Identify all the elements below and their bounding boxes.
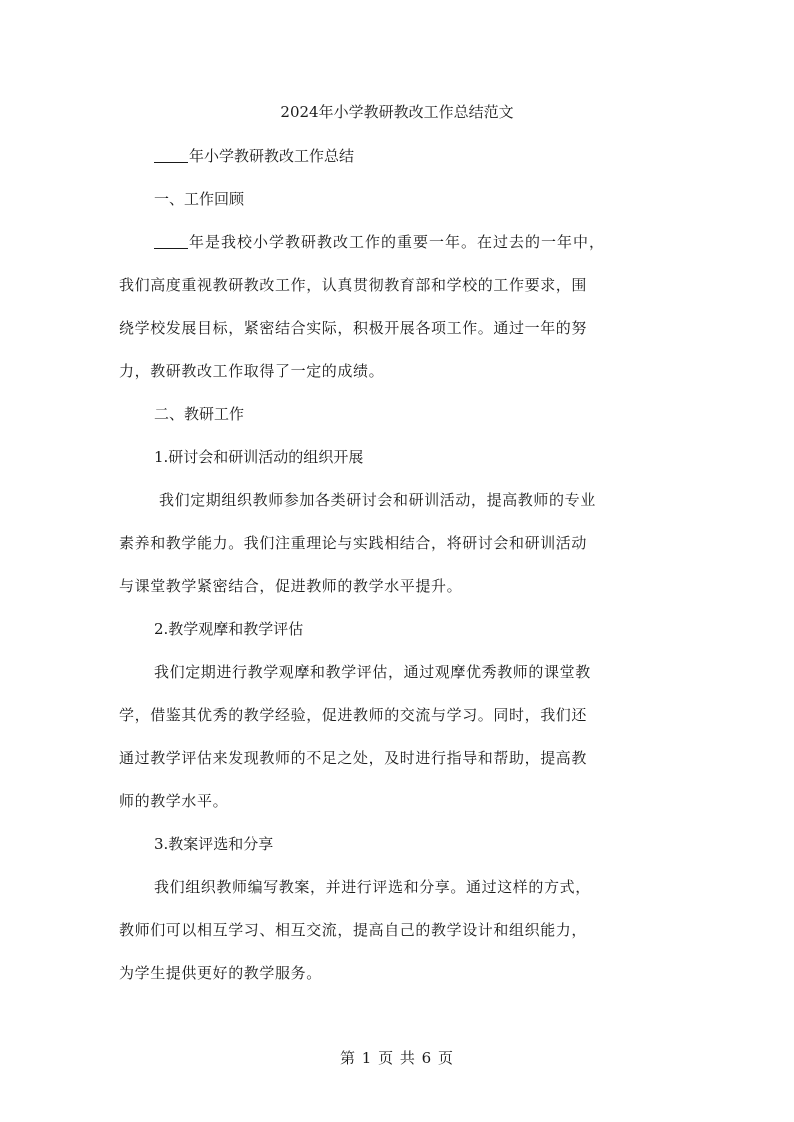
item-heading-2: 2.教学观摩和教学评估 xyxy=(154,620,304,638)
paragraph-line: 力，教研教改工作取得了一定的成绩。 xyxy=(119,362,385,380)
paragraph-line: 我们定期组织教师参加各类研讨会和研训活动，提高教师的专业 xyxy=(159,491,596,509)
paragraph-line: 绕学校发展目标，紧密结合实际，积极开展各项工作。通过一年的努 xyxy=(119,319,588,337)
paragraph-line: 教师们可以相互学习、相互交流，提高自己的教学设计和组织能力， xyxy=(119,921,588,939)
paragraph-line: 年是我校小学教研教改工作的重要一年。在过去的一年中， xyxy=(154,232,605,252)
paragraph-line: 我们定期进行教学观摩和教学评估，通过观摩优秀教师的课堂教 xyxy=(154,663,591,681)
paragraph-line: 为学生提供更好的教学服务。 xyxy=(119,964,322,982)
fill-in-blank xyxy=(154,146,188,163)
item-heading-3: 3.教案评选和分享 xyxy=(154,835,274,853)
document-title: 2024年小学教研教改工作总结范文 xyxy=(280,103,514,121)
paragraph-line: 通过教学评估来发现教师的不足之处，及时进行指导和帮助，提高教 xyxy=(119,749,588,767)
paragraph-line: 我们高度重视教研教改工作，认真贯彻教育部和学校的工作要求，围 xyxy=(119,276,588,294)
page-number-footer: 第 1 页 共 6 页 xyxy=(340,1049,454,1067)
item-heading-1: 1.研讨会和研训活动的组织开展 xyxy=(154,448,364,466)
fill-in-blank xyxy=(154,232,188,249)
section-heading-review: 一、工作回顾 xyxy=(154,190,245,208)
paragraph-line: 与课堂教学紧密结合，促进教师的教学水平提升。 xyxy=(119,577,463,595)
subtitle-text: 年小学教研教改工作总结 xyxy=(189,147,355,165)
paragraph-line: 学，借鉴其优秀的教学经验，促进教师的交流与学习。同时，我们还 xyxy=(119,706,588,724)
section-heading-teaching-research: 二、教研工作 xyxy=(154,405,245,423)
paragraph-line: 师的教学水平。 xyxy=(119,792,229,810)
paragraph-line: 我们组织教师编写教案，并进行评选和分享。通过这样的方式， xyxy=(154,878,591,896)
subtitle-line xyxy=(154,146,354,166)
paragraph-line: 素养和教学能力。我们注重理论与实践相结合，将研讨会和研训活动 xyxy=(119,534,588,552)
